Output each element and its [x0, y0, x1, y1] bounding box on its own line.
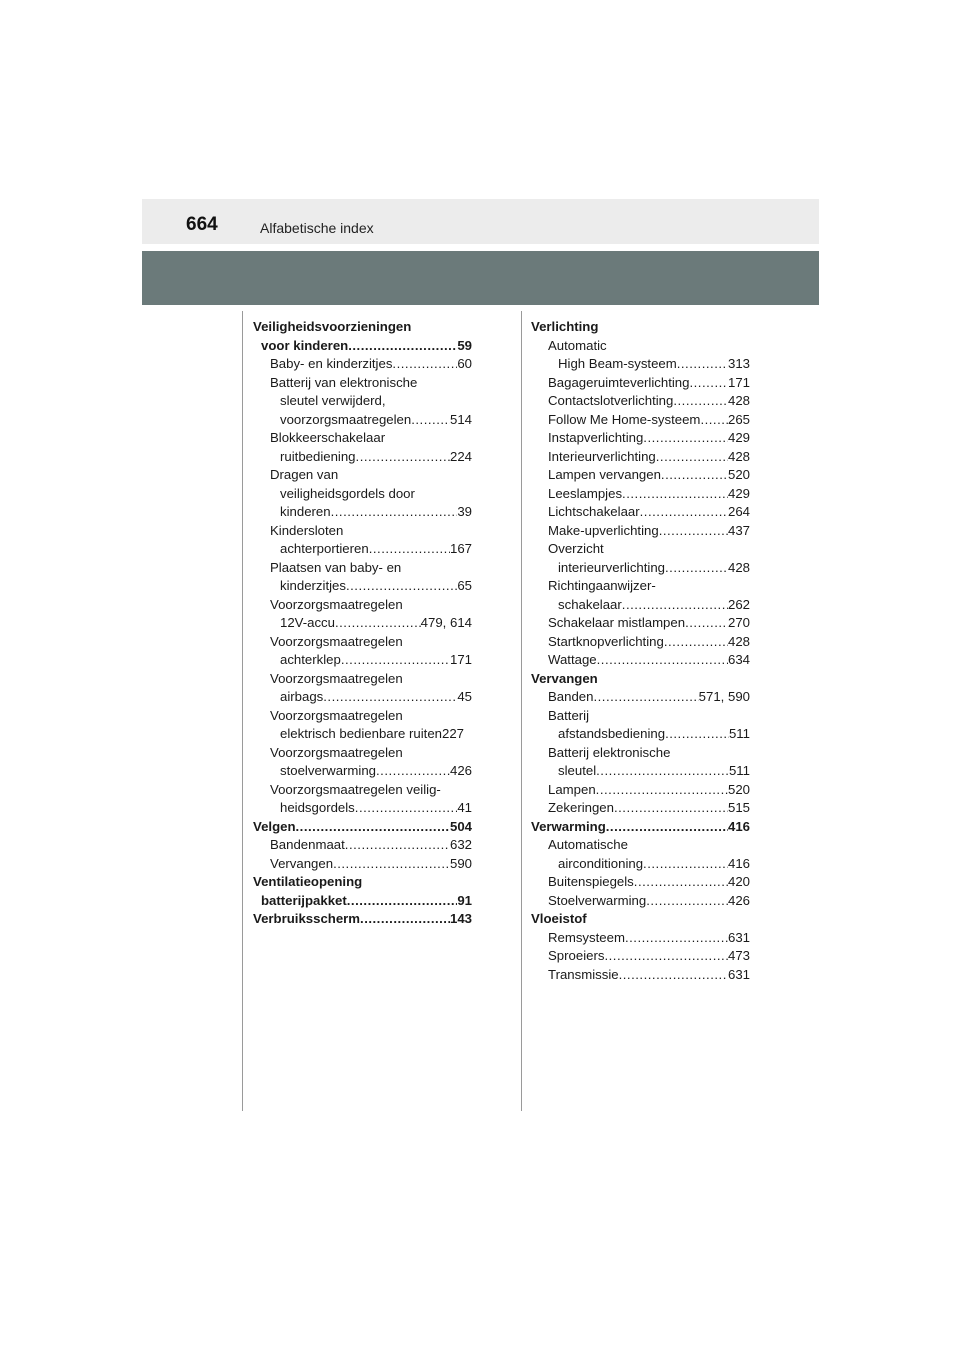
dot-leader — [355, 799, 458, 818]
index-entry — [253, 540, 472, 559]
index-entry — [531, 522, 750, 541]
index-entry — [531, 855, 750, 874]
index-entry-term: Richtingaanwijzer- — [548, 578, 656, 593]
index-entry — [531, 596, 750, 615]
dot-leader — [331, 503, 458, 522]
dot-leader — [346, 577, 457, 596]
index-entry-page: 634 — [727, 652, 750, 667]
section-title: Alfabetische index — [260, 220, 374, 236]
index-entry — [253, 522, 472, 541]
index-entry-term: kinderzitjes — [280, 578, 346, 593]
index-entry-page: 437 — [727, 522, 750, 538]
index-entry-term: Remsysteem — [548, 929, 625, 945]
dot-leader — [665, 559, 728, 578]
dot-leader — [596, 781, 728, 800]
index-entry-term: voor kinderen — [261, 337, 349, 353]
index-entry-term: Leeslampjes — [548, 485, 623, 501]
index-entry-page: 262 — [727, 596, 750, 612]
index-entry — [253, 318, 472, 337]
dot-leader — [614, 799, 728, 818]
index-entry-term: stoelverwarming — [280, 763, 377, 778]
index-entry-term: Voorzorgsmaatregelen — [270, 670, 403, 686]
dot-leader — [619, 966, 728, 985]
index-entry — [253, 688, 472, 707]
index-entry — [253, 818, 472, 837]
index-entry-term: Stoelverwarming — [548, 892, 647, 908]
index-entry — [531, 429, 750, 448]
index-entry-page: 631 — [727, 966, 750, 982]
index-entry — [253, 448, 472, 467]
dot-leader — [665, 725, 729, 744]
dot-leader — [593, 688, 698, 707]
index-entry-term: Blokkeerschakelaar — [270, 430, 386, 445]
index-entry — [531, 559, 750, 578]
dot-leader — [646, 892, 728, 911]
index-entry — [253, 466, 472, 485]
dot-leader — [296, 818, 450, 837]
index-entry-term: achterportieren — [280, 541, 369, 556]
index-entry-term: Bandenmaat — [270, 837, 345, 852]
index-entry-term: Instapverlichting — [548, 430, 644, 445]
index-entry-term: batterijpakket — [261, 892, 347, 908]
index-entry-page: 428 — [727, 633, 750, 649]
index-entry — [531, 577, 750, 596]
index-entry-page: 520 — [727, 781, 750, 797]
index-entry — [253, 744, 472, 763]
dot-leader — [685, 614, 728, 633]
index-entry-page: 514 — [449, 411, 472, 427]
index-entry — [253, 633, 472, 652]
header-strip — [142, 199, 819, 244]
index-entry — [531, 374, 750, 393]
index-entry-term: Banden — [548, 689, 594, 704]
index-entry-term: Vloeistof — [531, 911, 587, 926]
index-entry-page: 504 — [449, 818, 472, 834]
index-entry-page: 264 — [727, 504, 750, 519]
index-entry — [531, 633, 750, 652]
dot-leader — [656, 448, 728, 467]
index-entry — [531, 392, 750, 411]
index-column-right — [531, 318, 750, 984]
dot-leader — [597, 651, 728, 670]
index-column-left — [253, 318, 472, 929]
index-entry — [531, 670, 750, 689]
index-entry-page: 65 — [457, 578, 472, 593]
index-entry-term: Make-upverlichting — [548, 522, 659, 538]
dot-leader — [643, 429, 728, 448]
index-entry-page: 631 — [727, 929, 750, 945]
index-entry — [253, 614, 472, 633]
index-entry-page: 171 — [727, 374, 750, 390]
dot-leader — [664, 633, 728, 652]
index-entry — [531, 947, 750, 966]
index-entry-term: Lampen vervangen — [548, 467, 661, 482]
index-entry-term: Veiligheidsvoorzieningen — [253, 319, 412, 334]
dot-leader — [369, 540, 450, 559]
index-entry-term: Ventilatieopening — [253, 874, 363, 889]
index-entry-page: 41 — [457, 800, 472, 815]
index-entry — [531, 355, 750, 374]
dot-leader — [689, 374, 728, 393]
index-entry-term: airconditioning — [558, 855, 644, 871]
index-entry-term: Vervangen — [270, 855, 334, 871]
index-entry — [253, 577, 472, 596]
dot-leader — [341, 651, 450, 670]
index-entry — [253, 337, 472, 356]
index-entry — [531, 411, 750, 430]
index-entry-term: voorzorgsmaatregelen — [280, 411, 412, 427]
index-entry-term: Voorzorgsmaatregelen — [270, 744, 403, 760]
index-entry — [253, 670, 472, 689]
index-entry-page: 270 — [727, 615, 750, 630]
index-entry-page: 520 — [727, 467, 750, 482]
index-entry-page: 60 — [457, 356, 472, 371]
dot-leader — [659, 522, 728, 541]
dot-leader — [622, 485, 728, 504]
index-entry-page: 143 — [449, 911, 472, 926]
index-entry-page: 171 — [449, 652, 472, 667]
index-entry-term: Baby- en kinderzitjes — [270, 356, 393, 371]
index-entry — [531, 892, 750, 911]
index-entry-page: 426 — [449, 763, 472, 778]
dot-leader — [323, 688, 457, 707]
index-entry-page: 59 — [457, 337, 472, 353]
index-entry-term: Transmissie — [548, 966, 619, 982]
index-entry-term: Wattage — [548, 652, 597, 667]
dot-leader — [347, 892, 458, 911]
index-entry — [253, 411, 472, 430]
index-entry — [531, 651, 750, 670]
index-entry — [253, 651, 472, 670]
index-entry-term: Verwarming — [531, 818, 606, 834]
index-entry-page: 428 — [727, 393, 750, 408]
dot-leader — [640, 503, 728, 522]
index-entry-term: elektrisch bedienbare ruiten — [280, 726, 443, 741]
index-entry-term: Voorzorgsmaatregelen veilig- — [270, 781, 441, 797]
index-entry-page: 428 — [727, 559, 750, 575]
index-entry — [253, 725, 472, 744]
dot-leader — [348, 337, 457, 356]
index-entry-page: 416 — [727, 818, 750, 834]
index-entry-term: Schakelaar mistlampen — [548, 615, 686, 630]
dot-leader — [634, 873, 728, 892]
index-entry — [531, 836, 750, 855]
dot-leader — [673, 392, 728, 411]
dot-leader — [677, 355, 728, 374]
dot-leader — [661, 466, 728, 485]
index-entry-term: sleutel verwijderd, — [280, 393, 386, 408]
index-entry-term: Automatische — [548, 837, 628, 852]
index-entry-page: 45 — [457, 689, 472, 704]
index-entry — [253, 762, 472, 781]
index-entry-term: Zekeringen — [548, 800, 614, 815]
dot-leader — [700, 411, 728, 430]
index-entry-page: 227 — [442, 726, 465, 741]
index-entry — [531, 337, 750, 356]
middle-column-rule — [521, 311, 522, 1111]
index-entry-term: Voorzorgsmaatregelen — [270, 633, 403, 649]
index-entry-page: 224 — [449, 448, 472, 464]
index-entry-term: veiligheidsgordels door — [280, 485, 415, 501]
index-entry — [253, 392, 472, 411]
left-column-rule — [242, 311, 243, 1111]
index-entry-page: 511 — [728, 763, 750, 778]
dot-leader — [333, 855, 450, 874]
dot-leader — [604, 947, 728, 966]
index-entry-term: Lichtschakelaar — [548, 504, 640, 519]
index-entry-term: schakelaar — [558, 596, 622, 612]
index-entry — [531, 910, 750, 929]
index-entry — [531, 503, 750, 522]
index-entry-page: 428 — [727, 448, 750, 464]
index-entry — [531, 725, 750, 744]
index-entry — [531, 540, 750, 559]
dot-leader — [411, 411, 450, 430]
index-entry-term: interieurverlichting — [558, 559, 666, 575]
index-entry-term: Interieurverlichting — [548, 448, 656, 464]
index-entry — [531, 929, 750, 948]
index-entry — [531, 818, 750, 837]
dot-leader — [376, 762, 450, 781]
index-entry-page: 39 — [457, 504, 472, 519]
index-entry-page: 91 — [457, 892, 472, 908]
index-entry — [531, 614, 750, 633]
index-entry-page: 426 — [727, 892, 750, 908]
index-entry — [253, 429, 472, 448]
index-entry — [531, 466, 750, 485]
index-entry-term: Plaatsen van baby- en — [270, 559, 402, 575]
index-entry — [253, 799, 472, 818]
index-entry-page: 515 — [727, 800, 750, 815]
index-entry-page: 265 — [727, 411, 750, 427]
index-entry-term: High Beam-systeem — [558, 356, 677, 371]
index-entry — [531, 762, 750, 781]
index-entry-term: Voorzorgsmaatregelen — [270, 707, 403, 723]
index-entry-term: kinderen — [280, 504, 331, 519]
index-entry — [253, 910, 472, 929]
index-entry-term: heidsgordels — [280, 800, 355, 815]
index-entry — [253, 892, 472, 911]
index-entry-page: 167 — [449, 541, 472, 556]
index-entry-term: Batterij elektronische — [548, 744, 671, 760]
index-entry — [253, 855, 472, 874]
index-entry-term: Contactslotverlichting — [548, 393, 674, 408]
index-entry-term: Overzicht — [548, 541, 604, 556]
dot-leader — [360, 910, 450, 929]
index-entry-page: 420 — [727, 874, 750, 889]
index-entry-term: Follow Me Home-systeem — [548, 411, 701, 427]
index-entry-term: 12V-accu — [280, 615, 335, 630]
dot-leader — [335, 614, 421, 633]
index-entry — [253, 503, 472, 522]
index-entry — [253, 596, 472, 615]
dot-leader — [356, 448, 450, 467]
index-entry — [531, 744, 750, 763]
index-entry — [253, 485, 472, 504]
dot-leader — [622, 596, 728, 615]
index-entry-term: sleutel — [558, 763, 597, 778]
index-entry — [253, 374, 472, 393]
index-entry — [531, 318, 750, 337]
index-entry-term: achterklep — [280, 652, 341, 667]
index-entry-page: 632 — [449, 837, 472, 852]
index-entry-page: 590 — [449, 855, 472, 871]
dot-leader — [625, 929, 728, 948]
index-entry-term: Lampen — [548, 781, 596, 797]
index-entry — [253, 873, 472, 892]
index-entry-term: Voorzorgsmaatregelen — [270, 596, 403, 612]
index-entry-term: Buitenspiegels — [548, 874, 634, 889]
index-entry-term: Bagageruimteverlichting — [548, 374, 690, 390]
index-entry-term: Verlichting — [531, 319, 599, 334]
index-entry-term: airbags — [280, 689, 324, 704]
index-entry — [531, 873, 750, 892]
index-entry — [253, 355, 472, 374]
index-entry-term: Verbruiksscherm — [253, 911, 361, 926]
dot-leader — [345, 836, 450, 855]
dot-leader — [643, 855, 728, 874]
dot-leader — [392, 355, 457, 374]
index-entry — [531, 688, 750, 707]
index-entry-term: Dragen van — [270, 467, 339, 482]
index-entry — [531, 448, 750, 467]
index-entry — [531, 707, 750, 726]
index-entry-page: 416 — [727, 855, 750, 871]
index-entry-page: 571, 590 — [698, 689, 750, 704]
index-entry — [253, 836, 472, 855]
index-entry-page: 313 — [727, 356, 750, 371]
header-bar — [142, 251, 819, 305]
index-entry-page: 511 — [728, 726, 750, 741]
index-entry-term: Startknopverlichting — [548, 633, 664, 649]
index-entry-term: ruitbediening — [280, 448, 356, 464]
index-entry-term: Vervangen — [531, 670, 598, 686]
dot-leader — [606, 818, 728, 837]
page-number: 664 — [186, 214, 218, 235]
index-entry — [531, 781, 750, 800]
dot-leader — [596, 762, 729, 781]
index-entry-term: afstandsbediening — [558, 726, 666, 741]
index-entry-page: 479, 614 — [420, 615, 472, 630]
index-entry — [253, 781, 472, 800]
index-entry — [253, 707, 472, 726]
index-entry-page: 429 — [727, 430, 750, 445]
index-entry-term: Batterij van elektronische — [270, 374, 418, 390]
index-entry — [531, 799, 750, 818]
index-entry-page: 473 — [727, 948, 750, 963]
index-entry-term: Automatic — [548, 337, 607, 353]
index-entry-term: Kindersloten — [270, 522, 344, 538]
index-entry-page: 429 — [727, 485, 750, 501]
index-entry — [531, 966, 750, 985]
index-entry — [253, 559, 472, 578]
index-entry-term: Velgen — [253, 818, 296, 834]
index-entry-term: Batterij — [548, 707, 590, 723]
index-entry-term: Sproeiers — [548, 948, 605, 963]
index-entry — [531, 485, 750, 504]
